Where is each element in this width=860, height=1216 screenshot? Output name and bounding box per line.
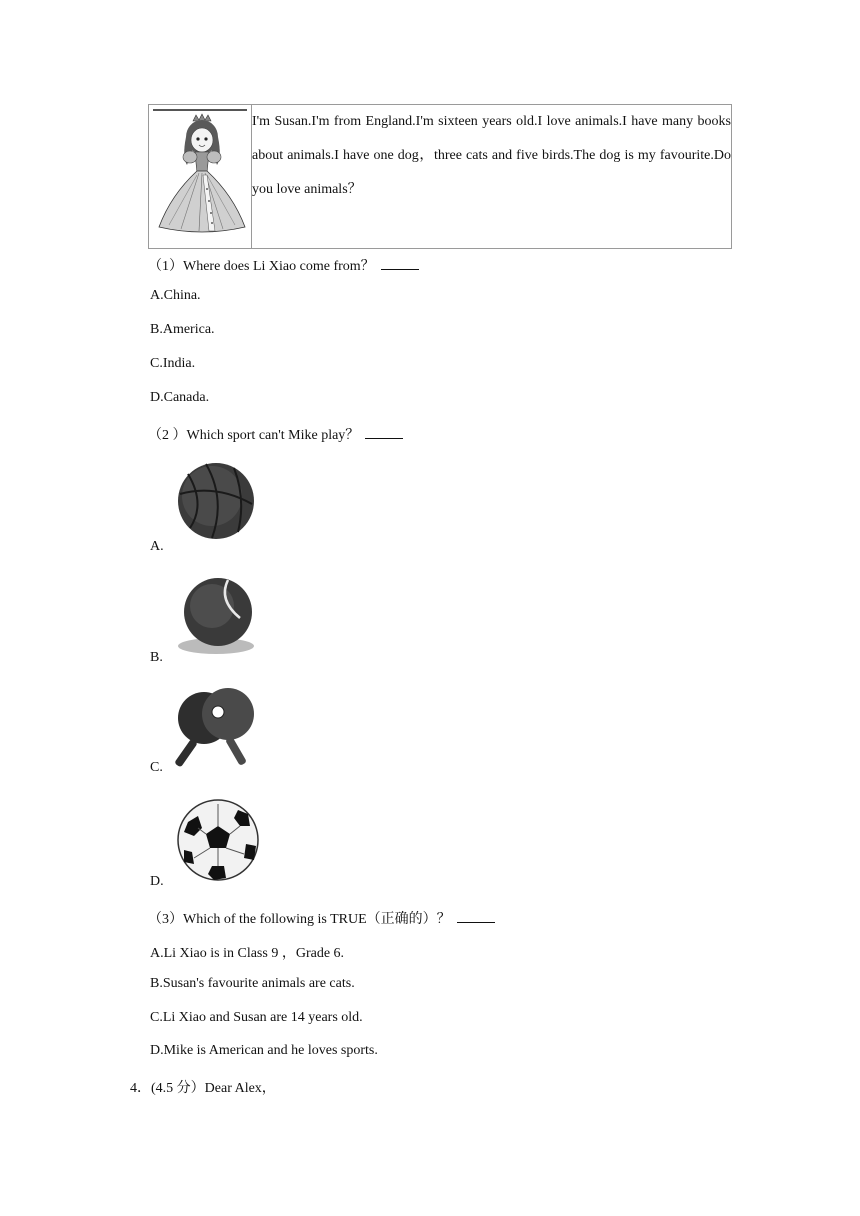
- q1-option-c: C.India.: [150, 356, 196, 371]
- tennis-ball-icon: [176, 570, 258, 660]
- q3-option-b: B.Susan's favourite animals are cats.: [150, 976, 355, 991]
- q1-option-a: A.China.: [150, 288, 201, 303]
- answer-blank-1[interactable]: [381, 257, 419, 270]
- soccer-ball-icon: [176, 796, 262, 886]
- q2-option-a-label: A.: [150, 539, 164, 554]
- question-2-stem: [148, 424, 403, 444]
- question-1-stem: [148, 255, 419, 275]
- ping-pong-paddles-icon: [174, 684, 260, 772]
- q3-option-d: D.Mike is American and he loves sports.: [150, 1043, 378, 1058]
- question-2-text: （2 ）Which sport can't Mike play？: [148, 428, 360, 443]
- intro-table: [148, 104, 732, 249]
- q1-option-b: B.America.: [150, 322, 215, 337]
- question-3-stem: [148, 908, 495, 928]
- question-1-text: （1）Where does Li Xiao come from？: [148, 259, 375, 274]
- q2-option-d-label: D.: [150, 874, 164, 889]
- q2-option-c-label: C.: [150, 760, 163, 775]
- question-3-text: （3）Which of the following is TRUE（正确的）？: [148, 912, 451, 927]
- intro-text: I'm Susan.I'm from England.I'm sixteen years old.I love animals.I have many books about animals.I have one dog，three cats and five birds.The dog is my favourite.Do you love animals？: [252, 105, 732, 249]
- q1-option-d: D.Canada.: [150, 390, 210, 405]
- question-4-header: 4．(4.5 分）Dear Alex，: [130, 1081, 276, 1096]
- q2-option-b-label: B.: [150, 650, 163, 665]
- answer-blank-2[interactable]: [365, 426, 403, 439]
- princess-illustration: [149, 105, 251, 243]
- basketball-icon: [176, 454, 258, 550]
- q3-option-c: C.Li Xiao and Susan are 14 years old.: [150, 1010, 363, 1025]
- princess-picture-cell: [149, 105, 252, 249]
- q3-option-a: A.Li Xiao is in Class 9 ，Grade 6.: [150, 946, 345, 961]
- answer-blank-3[interactable]: [457, 910, 495, 923]
